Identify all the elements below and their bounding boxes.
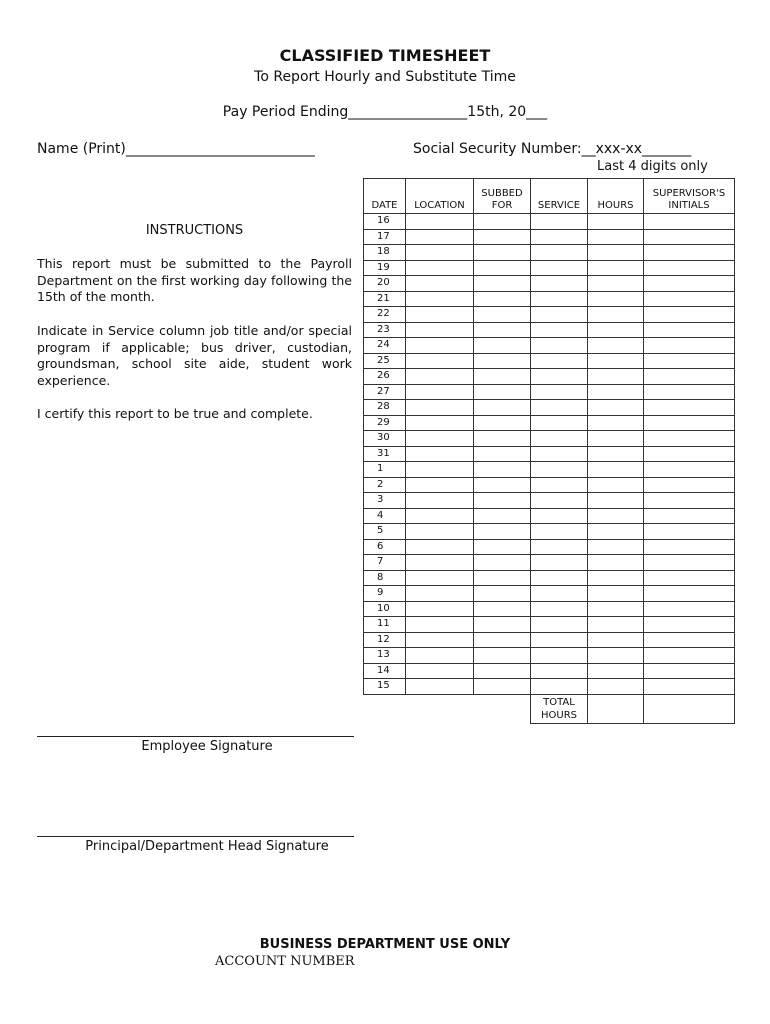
- supervisor-initials-cell[interactable]: [644, 601, 735, 617]
- date-cell: 15: [364, 679, 406, 695]
- table-row: [364, 229, 735, 245]
- supervisor-initials-cell[interactable]: [644, 477, 735, 493]
- subbed-for-cell[interactable]: [474, 307, 531, 323]
- location-cell[interactable]: [406, 524, 474, 540]
- location-cell[interactable]: [406, 384, 474, 400]
- subbed-for-cell[interactable]: [474, 524, 531, 540]
- hours-cell[interactable]: [588, 307, 644, 323]
- service-cell[interactable]: [531, 539, 588, 555]
- location-cell[interactable]: [406, 322, 474, 338]
- hours-cell[interactable]: [588, 586, 644, 602]
- hours-cell[interactable]: [588, 508, 644, 524]
- hours-cell[interactable]: [588, 369, 644, 385]
- hours-cell[interactable]: [588, 322, 644, 338]
- service-cell[interactable]: [531, 276, 588, 292]
- service-cell[interactable]: [531, 291, 588, 307]
- supervisor-initials-cell[interactable]: [644, 322, 735, 338]
- table-row: [364, 632, 735, 648]
- location-cell[interactable]: [406, 353, 474, 369]
- location-cell[interactable]: [406, 245, 474, 261]
- supervisor-header-line-2: INITIALS: [668, 200, 710, 211]
- date-cell: 28: [364, 400, 406, 416]
- table-row: [364, 508, 735, 524]
- subbed-for-cell[interactable]: [474, 539, 531, 555]
- date-cell: 16: [364, 214, 406, 230]
- location-cell[interactable]: [406, 508, 474, 524]
- date-cell: 14: [364, 663, 406, 679]
- date-cell: 18: [364, 245, 406, 261]
- subbed-for-cell[interactable]: [474, 245, 531, 261]
- service-cell[interactable]: [531, 477, 588, 493]
- table-row: [364, 648, 735, 664]
- supervisor-initials-cell[interactable]: [644, 415, 735, 431]
- service-cell[interactable]: [531, 663, 588, 679]
- service-cell[interactable]: [531, 508, 588, 524]
- location-cell[interactable]: [406, 632, 474, 648]
- table-row: [364, 539, 735, 555]
- subbed-for-cell[interactable]: [474, 617, 531, 633]
- pay-period-field[interactable]: Pay Period Ending_________________15th, 20___: [222, 104, 548, 120]
- date-cell: 25: [364, 353, 406, 369]
- subbed-for-cell[interactable]: [474, 431, 531, 447]
- supervisor-initials-cell[interactable]: [644, 663, 735, 679]
- supervisor-initials-cell[interactable]: [644, 260, 735, 276]
- supervisor-initials-cell[interactable]: [644, 369, 735, 385]
- total-hours-label: [531, 694, 588, 723]
- hours-cell[interactable]: [588, 555, 644, 571]
- service-cell[interactable]: [531, 648, 588, 664]
- service-cell[interactable]: [531, 229, 588, 245]
- supervisor-initials-cell[interactable]: [644, 632, 735, 648]
- table-row: [364, 586, 735, 602]
- supervisor-header-line-1: SUPERVISOR'S: [652, 188, 726, 199]
- hours-cell[interactable]: [588, 477, 644, 493]
- table-row: [364, 276, 735, 292]
- service-cell[interactable]: [531, 322, 588, 338]
- instructions-heading: INSTRUCTIONS: [145, 223, 244, 238]
- location-cell[interactable]: [406, 586, 474, 602]
- table-row: [364, 214, 735, 230]
- subbed-for-cell[interactable]: [474, 555, 531, 571]
- date-cell: 23: [364, 322, 406, 338]
- supervisor-initials-cell[interactable]: [644, 524, 735, 540]
- ssn-field[interactable]: Social Security Number:__xxx-xx_______: [413, 141, 692, 157]
- location-cell[interactable]: [406, 400, 474, 416]
- table-row: [364, 322, 735, 338]
- service-cell[interactable]: [531, 586, 588, 602]
- timesheet-table: [363, 178, 735, 724]
- supervisor-initials-cell[interactable]: [644, 570, 735, 586]
- subbed-header-line-1: SUBBED: [481, 188, 523, 199]
- supervisor-initials-cell[interactable]: [644, 291, 735, 307]
- hours-column-header: HOURS: [588, 179, 644, 214]
- date-cell: 31: [364, 446, 406, 462]
- table-row: [364, 663, 735, 679]
- total-label-line-2: HOURS: [540, 709, 577, 721]
- subbed-for-cell[interactable]: [474, 462, 531, 478]
- table-row: [364, 291, 735, 307]
- date-cell: 11: [364, 617, 406, 633]
- form-subtitle: To Report Hourly and Substitute Time: [254, 69, 516, 85]
- subbed-for-cell[interactable]: [474, 586, 531, 602]
- location-cell[interactable]: [406, 307, 474, 323]
- location-cell[interactable]: [406, 291, 474, 307]
- date-cell: 6: [364, 539, 406, 555]
- hours-cell[interactable]: [588, 539, 644, 555]
- subbed-for-cell[interactable]: [474, 663, 531, 679]
- hours-cell[interactable]: [588, 601, 644, 617]
- principal-signature-line[interactable]: [37, 836, 354, 837]
- supervisor-initials-cell[interactable]: [644, 508, 735, 524]
- table-row: [364, 617, 735, 633]
- date-cell: 7: [364, 555, 406, 571]
- instruction-paragraph-2: Indicate in Service column job title and/or special program if applicable; bus driver, custodian, groundsman, school site aide, student work experience.: [37, 323, 352, 388]
- location-cell[interactable]: [406, 260, 474, 276]
- table-row: [364, 446, 735, 462]
- service-cell[interactable]: [531, 555, 588, 571]
- location-cell[interactable]: [406, 369, 474, 385]
- subbed-for-cell[interactable]: [474, 446, 531, 462]
- location-cell[interactable]: [406, 415, 474, 431]
- instruction-paragraph-3: I certify this report to be true and complete.: [37, 406, 313, 421]
- table-row: [364, 260, 735, 276]
- hours-cell[interactable]: [588, 338, 644, 354]
- location-cell[interactable]: [406, 601, 474, 617]
- hours-cell[interactable]: [588, 384, 644, 400]
- service-cell[interactable]: [531, 446, 588, 462]
- hours-cell[interactable]: [588, 276, 644, 292]
- date-cell: 17: [364, 229, 406, 245]
- service-cell[interactable]: [531, 307, 588, 323]
- date-cell: 13: [364, 648, 406, 664]
- location-cell[interactable]: [406, 477, 474, 493]
- service-cell[interactable]: [531, 617, 588, 633]
- date-cell: 27: [364, 384, 406, 400]
- location-cell[interactable]: [406, 493, 474, 509]
- table-row: [364, 493, 735, 509]
- subbed-for-cell[interactable]: [474, 338, 531, 354]
- subbed-for-cell[interactable]: [474, 276, 531, 292]
- hours-cell[interactable]: [588, 214, 644, 230]
- supervisor-initials-cell[interactable]: [644, 307, 735, 323]
- hours-cell[interactable]: [588, 524, 644, 540]
- subbed-for-cell[interactable]: [474, 214, 531, 230]
- table-row: [364, 462, 735, 478]
- subbed-for-cell[interactable]: [474, 493, 531, 509]
- service-cell[interactable]: [531, 601, 588, 617]
- employee-signature-line[interactable]: [37, 736, 354, 737]
- table-row: [364, 555, 735, 571]
- subbed-for-cell[interactable]: [474, 400, 531, 416]
- table-row: [364, 415, 735, 431]
- hours-cell[interactable]: [588, 679, 644, 695]
- supervisor-initials-cell[interactable]: [644, 586, 735, 602]
- hours-cell[interactable]: [588, 245, 644, 261]
- date-cell: 10: [364, 601, 406, 617]
- subbed-for-cell[interactable]: [474, 229, 531, 245]
- subbed-for-cell[interactable]: [474, 260, 531, 276]
- supervisor-initials-cell[interactable]: [644, 431, 735, 447]
- date-cell: 12: [364, 632, 406, 648]
- supervisor-initials-cell[interactable]: [644, 539, 735, 555]
- total-hours-cell[interactable]: [588, 694, 644, 723]
- date-cell: 19: [364, 260, 406, 276]
- supervisor-initials-cell[interactable]: [644, 353, 735, 369]
- table-header-row: [364, 179, 735, 214]
- date-cell: 29: [364, 415, 406, 431]
- subbed-for-cell[interactable]: [474, 632, 531, 648]
- hours-cell[interactable]: [588, 415, 644, 431]
- date-cell: 21: [364, 291, 406, 307]
- service-cell[interactable]: [531, 493, 588, 509]
- service-cell[interactable]: [531, 679, 588, 695]
- location-cell[interactable]: [406, 214, 474, 230]
- subbed-for-cell[interactable]: [474, 353, 531, 369]
- service-cell[interactable]: [531, 570, 588, 586]
- supervisor-initials-cell[interactable]: [644, 617, 735, 633]
- date-cell: 4: [364, 508, 406, 524]
- account-number-label: ACCOUNT NUMBER: [215, 954, 355, 969]
- subbed-header-line-2: FOR: [491, 200, 513, 211]
- location-cell[interactable]: [406, 570, 474, 586]
- location-cell[interactable]: [406, 338, 474, 354]
- total-label-line-1: TOTAL: [543, 696, 575, 708]
- hours-cell[interactable]: [588, 260, 644, 276]
- date-cell: 5: [364, 524, 406, 540]
- subbed-for-cell[interactable]: [474, 384, 531, 400]
- service-cell[interactable]: [531, 400, 588, 416]
- date-cell: 1: [364, 462, 406, 478]
- subbed-for-cell[interactable]: [474, 477, 531, 493]
- instruction-paragraph-1: This report must be submitted to the Payroll Department on the first working day following the 15th of the month.: [37, 256, 352, 304]
- table-row: [364, 477, 735, 493]
- supervisor-initials-cell[interactable]: [644, 446, 735, 462]
- hours-cell[interactable]: [588, 632, 644, 648]
- ssn-note: Last 4 digits only: [597, 159, 708, 174]
- location-cell[interactable]: [406, 276, 474, 292]
- subbed-for-cell[interactable]: [474, 601, 531, 617]
- service-cell[interactable]: [531, 260, 588, 276]
- supervisor-initials-cell[interactable]: [644, 245, 735, 261]
- total-supervisor-cell[interactable]: [644, 694, 735, 723]
- date-cell: 20: [364, 276, 406, 292]
- date-cell: 3: [364, 493, 406, 509]
- table-row: [364, 431, 735, 447]
- service-cell[interactable]: [531, 369, 588, 385]
- hours-cell[interactable]: [588, 648, 644, 664]
- subbed-for-cell[interactable]: [474, 679, 531, 695]
- date-cell: 8: [364, 570, 406, 586]
- table-row: [364, 601, 735, 617]
- location-cell[interactable]: [406, 539, 474, 555]
- supervisor-initials-cell[interactable]: [644, 555, 735, 571]
- table-row: [364, 245, 735, 261]
- name-field[interactable]: Name (Print)___________________________: [37, 141, 315, 157]
- hours-cell[interactable]: [588, 291, 644, 307]
- location-cell[interactable]: [406, 555, 474, 571]
- subbed-for-cell[interactable]: [474, 369, 531, 385]
- location-cell[interactable]: [406, 462, 474, 478]
- subbed-for-column-header: [474, 179, 531, 214]
- location-cell[interactable]: [406, 648, 474, 664]
- subbed-for-cell[interactable]: [474, 570, 531, 586]
- hours-cell[interactable]: [588, 617, 644, 633]
- subbed-for-cell[interactable]: [474, 322, 531, 338]
- service-cell[interactable]: [531, 245, 588, 261]
- date-cell: 2: [364, 477, 406, 493]
- hours-cell[interactable]: [588, 570, 644, 586]
- service-cell[interactable]: [531, 524, 588, 540]
- table-row: [364, 524, 735, 540]
- service-cell[interactable]: [531, 415, 588, 431]
- service-cell[interactable]: [531, 431, 588, 447]
- table-row: [364, 384, 735, 400]
- hours-cell[interactable]: [588, 446, 644, 462]
- hours-cell[interactable]: [588, 663, 644, 679]
- service-cell[interactable]: [531, 338, 588, 354]
- table-row: [364, 307, 735, 323]
- table-row: [364, 369, 735, 385]
- service-cell[interactable]: [531, 353, 588, 369]
- location-cell[interactable]: [406, 663, 474, 679]
- form-title: CLASSIFIED TIMESHEET: [279, 46, 491, 65]
- subbed-for-cell[interactable]: [474, 648, 531, 664]
- table-row: [364, 679, 735, 695]
- date-cell: 22: [364, 307, 406, 323]
- hours-cell[interactable]: [588, 229, 644, 245]
- supervisor-initials-cell[interactable]: [644, 276, 735, 292]
- location-cell[interactable]: [406, 229, 474, 245]
- employee-signature-label: Employee Signature: [141, 739, 273, 754]
- date-cell: 9: [364, 586, 406, 602]
- table-row: [364, 338, 735, 354]
- service-cell[interactable]: [531, 384, 588, 400]
- location-cell[interactable]: [406, 431, 474, 447]
- subbed-for-cell[interactable]: [474, 415, 531, 431]
- supervisor-initials-cell[interactable]: [644, 384, 735, 400]
- supervisor-initials-cell[interactable]: [644, 679, 735, 695]
- service-cell[interactable]: [531, 214, 588, 230]
- date-column-header: DATE: [364, 179, 406, 214]
- total-hours-row: [364, 694, 735, 723]
- supervisor-initials-cell[interactable]: [644, 648, 735, 664]
- supervisor-initials-cell[interactable]: [644, 338, 735, 354]
- subbed-for-cell[interactable]: [474, 508, 531, 524]
- hours-cell[interactable]: [588, 462, 644, 478]
- table-row: [364, 570, 735, 586]
- location-cell[interactable]: [406, 617, 474, 633]
- service-cell[interactable]: [531, 462, 588, 478]
- hours-cell[interactable]: [588, 353, 644, 369]
- supervisor-initials-cell[interactable]: [644, 214, 735, 230]
- date-cell: 30: [364, 431, 406, 447]
- location-cell[interactable]: [406, 446, 474, 462]
- location-cell[interactable]: [406, 679, 474, 695]
- hours-cell[interactable]: [588, 431, 644, 447]
- business-use-heading: BUSINESS DEPARTMENT USE ONLY: [259, 937, 511, 952]
- date-cell: 24: [364, 338, 406, 354]
- location-column-header: LOCATION: [406, 179, 474, 214]
- service-column-header: SERVICE: [531, 179, 588, 214]
- supervisor-initials-cell[interactable]: [644, 493, 735, 509]
- hours-cell[interactable]: [588, 400, 644, 416]
- supervisor-initials-cell[interactable]: [644, 462, 735, 478]
- supervisor-initials-column-header: [644, 179, 735, 214]
- table-row: [364, 353, 735, 369]
- date-cell: 26: [364, 369, 406, 385]
- table-row: [364, 400, 735, 416]
- subbed-for-cell[interactable]: [474, 291, 531, 307]
- service-cell[interactable]: [531, 632, 588, 648]
- hours-cell[interactable]: [588, 493, 644, 509]
- supervisor-initials-cell[interactable]: [644, 400, 735, 416]
- principal-signature-label: Principal/Department Head Signature: [85, 839, 329, 854]
- supervisor-initials-cell[interactable]: [644, 229, 735, 245]
